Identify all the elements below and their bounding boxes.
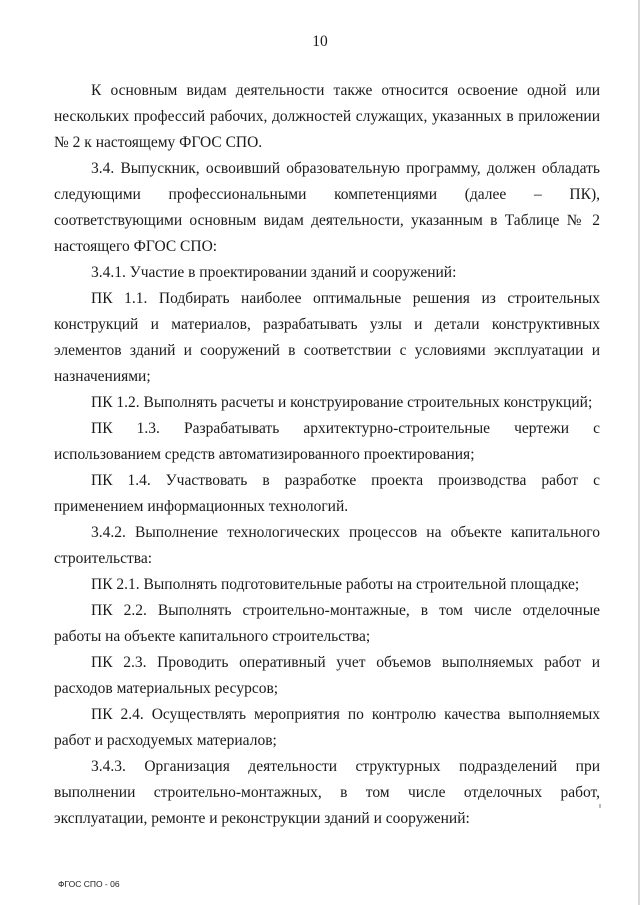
paragraph-pk-2-1: ПК 2.1. Выполнять подготовительные работы на строительной площадке; xyxy=(91,576,580,593)
paragraph-pk-2-2: ПК 2.2. Выполнять строительно-монтажные, в том числе отделочные работы на объекте капитального строительства; xyxy=(54,602,600,645)
paragraph-professions: К основным видам деятельности также относится освоение одной или нескольких профессий рабочих, должностей служащих, указанных в приложении № 2 к настоящему ФГОС СПО. xyxy=(54,82,600,151)
paragraph-pk-1-2: ПК 1.2. Выполнять расчеты и конструирование строительных конструкций; xyxy=(91,394,593,411)
footer-code: ФГОС СПО - 06 xyxy=(58,879,120,889)
paragraph-3-4-2: 3.4.2. Выполнение технологических процессов на объекте капитального строительства: xyxy=(54,524,600,567)
paragraph-3-4-3: 3.4.3. Организация деятельности структурных подразделений при выполнении строительно-монтажных, в том числе отделочных работ, эксплуатации, ремонте и реконструкции зданий и сооружений: xyxy=(54,758,600,827)
page-number: 10 xyxy=(312,33,328,50)
paragraph-pk-1-1: ПК 1.1. Подбирать наиболее оптимальные решения из строительных конструкций и материалов, разрабатывать узлы и детали конструктивных элементов зданий и сооружений в соответствии с условиями эксплуатации и назначениями; xyxy=(54,290,600,385)
paragraph-pk-1-3: ПК 1.3. Разрабатывать архитектурно-строительные чертежи с использованием средств автоматизированного проектирования; xyxy=(54,420,600,463)
paragraph-3-4-1: 3.4.1. Участие в проектировании зданий и сооружений: xyxy=(91,264,457,281)
scan-speck xyxy=(599,804,601,808)
paragraph-pk-1-4: ПК 1.4. Участвовать в разработке проекта производства работ с применением информационных технологий. xyxy=(54,472,600,515)
paragraph-3-4: 3.4. Выпускник, освоивший образовательную программу, должен обладать следующими профессиональными компетенциями (далее – ПК), соответствующими основным видам деятельности, указанным в Таблице № 2 настоящего ФГОС СПО: xyxy=(54,160,600,255)
paragraph-pk-2-4: ПК 2.4. Осуществлять мероприятия по контролю качества выполняемых работ и расходуемых материалов; xyxy=(54,706,600,749)
paragraph-pk-2-3: ПК 2.3. Проводить оперативный учет объемов выполняемых работ и расходов материальных ресурсов; xyxy=(54,654,600,697)
document-body xyxy=(54,78,600,832)
